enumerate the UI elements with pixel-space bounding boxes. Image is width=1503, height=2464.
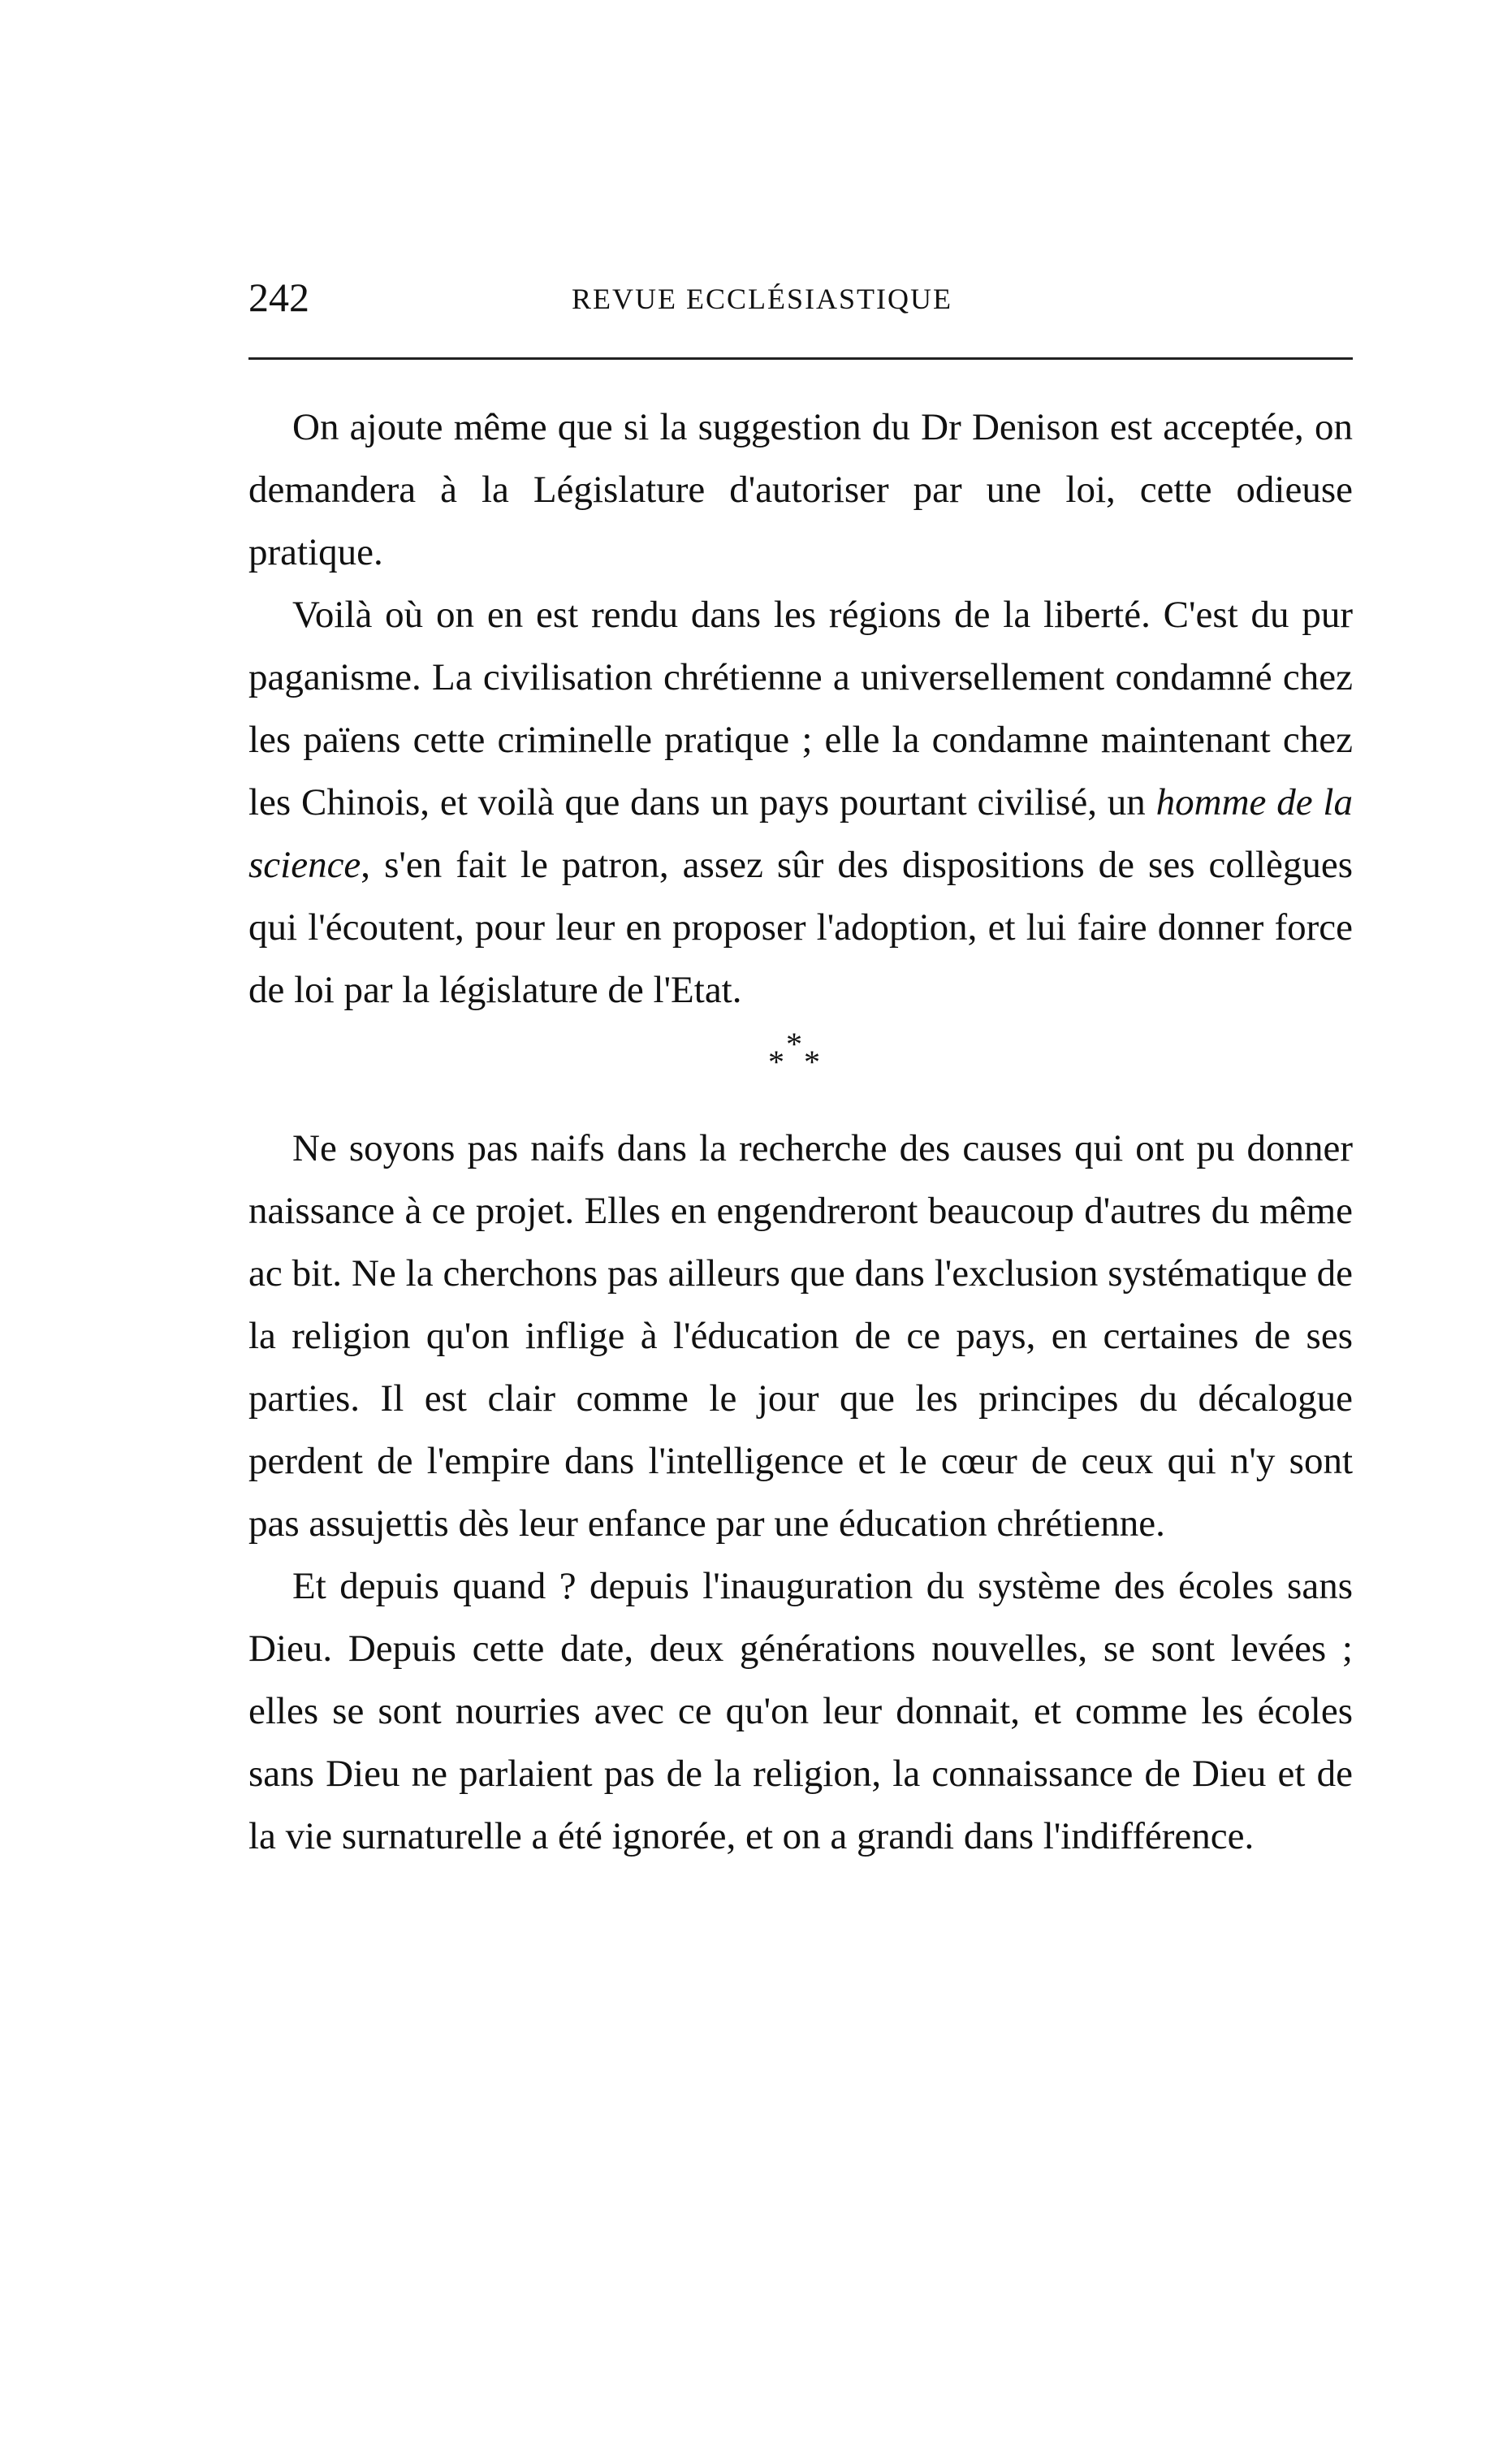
page-number: 242 <box>248 274 309 320</box>
paragraph-2-text: Voilà où on en est rendu dans les régions de la liberté. C'est du pur paganisme. La civilisation chrétienne a universellement condamné chez les païens cette criminelle pratique ; elle la condamne maintenant chez les Chinois, et voilà que dans un pays pourtant civilisé, un <box>248 594 1353 823</box>
body-text <box>248 396 1353 1868</box>
journal-title: REVUE ECCLÉSIASTIQUE <box>572 283 952 315</box>
paragraph-2-after: , s'en fait le patron, assez sûr des dispositions de ses collègues qui l'écoutent, pour leur en proposer l'adoption, et lui faire donner force de loi par la législature de l'Etat. <box>248 844 1353 1011</box>
asterism-star-top: * <box>786 1026 802 1062</box>
paragraph-2 <box>248 584 1353 1022</box>
paragraph-1-text: On ajoute même que si la suggestion du Dr Denison est acceptée, on demandera à la Législature d'autoriser par une loi, cette odieuse pratique. <box>248 406 1353 573</box>
asterism-ornament <box>248 1022 1353 1117</box>
paragraph-4-text: Et depuis quand ? depuis l'inauguration du système des écoles sans Dieu. Depuis cette date, deux générations nouvelles, se sont levées ; elles se sont nourries avec ce qu'on leur donnait, et comme les écoles sans Dieu ne parlaient pas de la religion, la connaissance de Dieu et de la vie surnaturelle a été ignorée, et on a grandi dans l'indifférence. <box>248 1565 1353 1857</box>
paragraph-3-text: Ne soyons pas naifs dans la recherche des causes qui ont pu donner naissance à ce projet. Elles en engendreront beaucoup d'autres du même ac bit. Ne la cherchons pas ailleurs que dans l'exclusion systématique de la religion qu'on inflige à l'éducation de ce pays, en certaines de ses parties. Il est clair comme le jour que les principes du décalogue perdent de l'empire dans l'intelligence et le cœur de ceux qui n'y sont pas assujettis dès leur enfance par une éducation chrétienne. <box>248 1127 1353 1545</box>
header-rule <box>248 357 1353 360</box>
paragraph-1 <box>248 396 1353 584</box>
running-head <box>248 273 1353 322</box>
asterism-star-left: * <box>768 1044 784 1080</box>
paragraph-4 <box>248 1555 1353 1868</box>
paragraph-2-italic: homme de la science <box>248 781 1353 886</box>
asterism-star-right: * <box>804 1044 820 1080</box>
paragraph-3 <box>248 1117 1353 1555</box>
